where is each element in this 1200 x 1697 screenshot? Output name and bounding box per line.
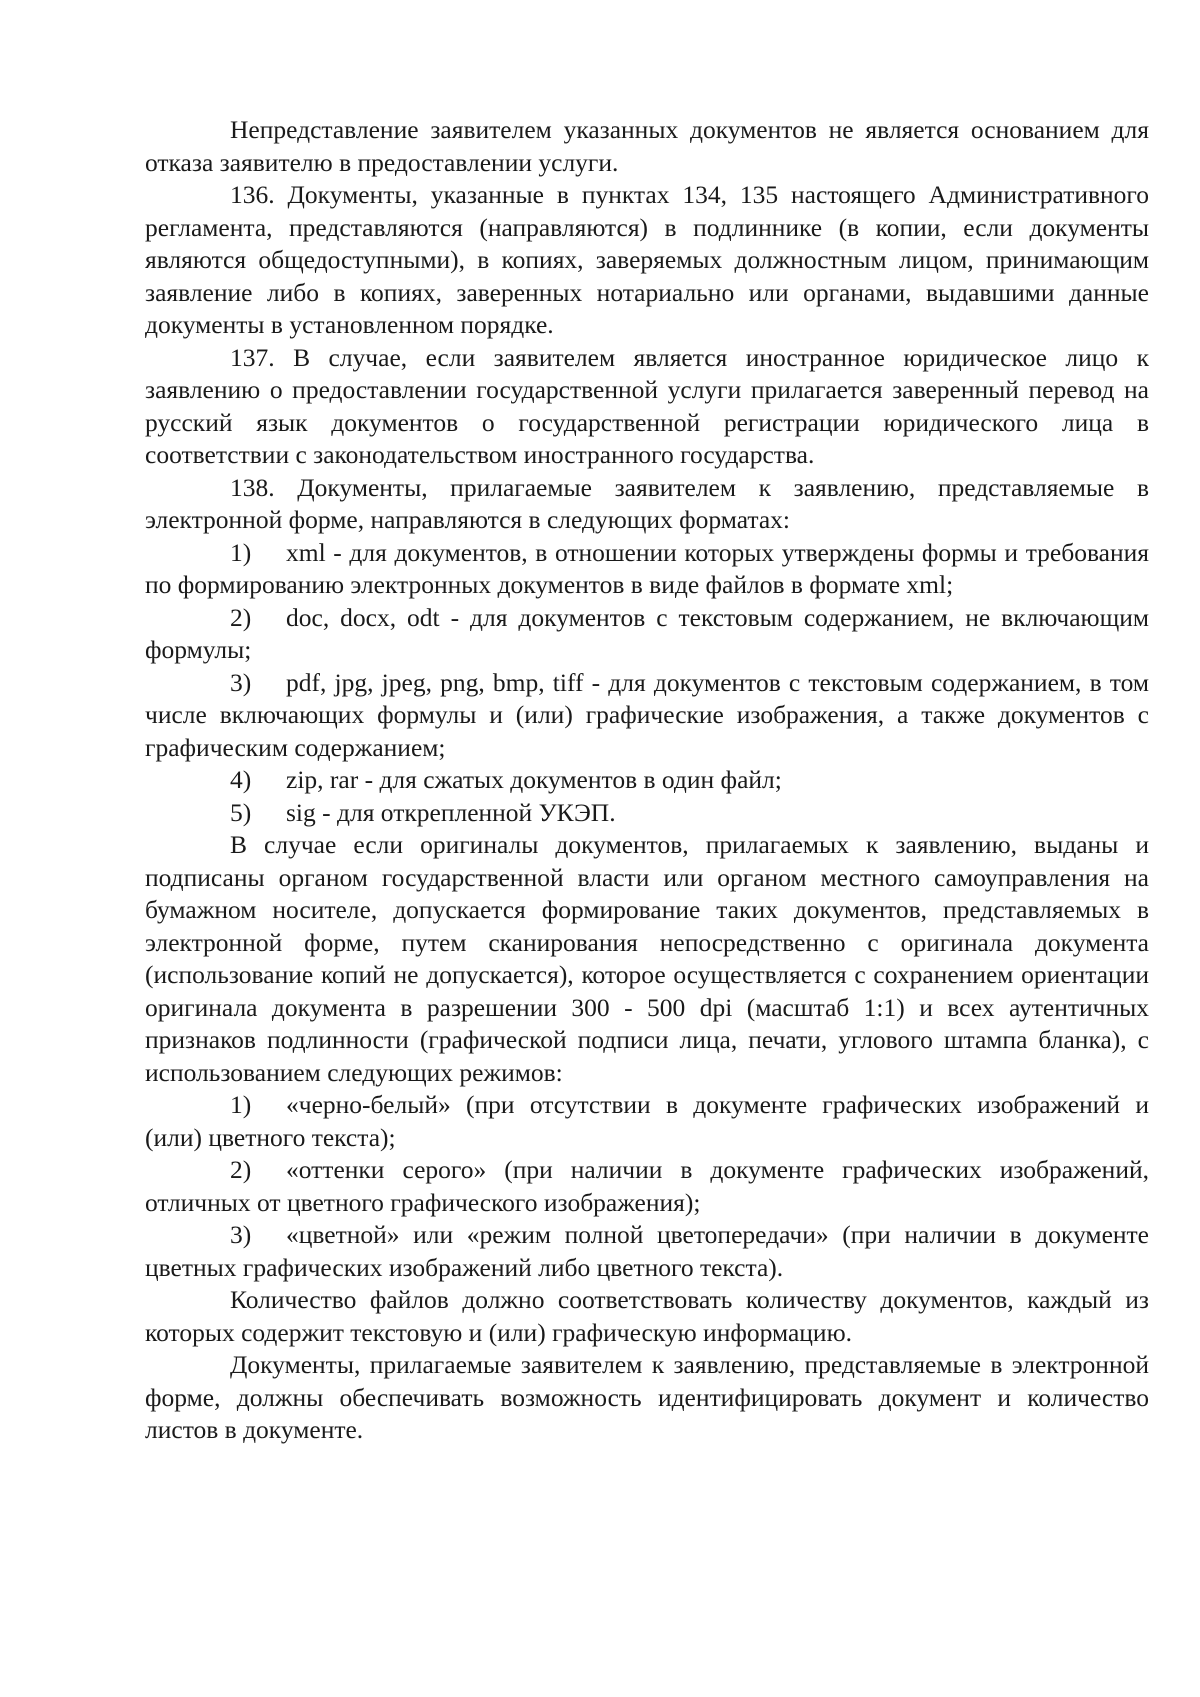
list-text: «оттенки серого» (при наличии в документе графических изображений, отличных от цветного графического изображения); [145, 1155, 1149, 1217]
paragraph-137: 137. В случае, если заявителем является иностранное юридическое лицо к заявлению о предоставлении государственной услуги прилагается заверенный перевод на русский язык документов о государственной регистрации юридического лица в соответствии с законодательством иностранного государства. [145, 342, 1149, 469]
list-text: xml - для документов, в отношении которых утверждены формы и требования по формированию электронных документов в виде файлов в формате xml; [145, 537, 1149, 599]
mode-item-3 [145, 1219, 1149, 1284]
list-text: «черно-белый» (при отсутствии в документе графических изображений и (или) цветного текста); [145, 1090, 1149, 1152]
paragraph-file-count: Количество файлов должно соответствовать количеству документов, каждый из которых содержит текстовую и (или) графическую информацию. [145, 1285, 1149, 1347]
paragraph-136: 136. Документы, указанные в пунктах 134, 135 настоящего Административного регламента, представляются (направляются) в подлиннике (в копии, если документы являются общедоступными), в копиях, заверяемых должностным лицом, принимающим заявление либо в копиях, заверенных нотариально или органами, выдавшими данные документы в установленном порядке. [145, 180, 1149, 339]
format-item-1 [145, 537, 1149, 602]
paragraph-scanning: В случае если оригиналы документов, прилагаемых к заявлению, выданы и подписаны органом государственной власти или органом местного самоуправления на бумажном носителе, допускается формирование таких документов, представляемых в электронной форме, путем сканирования непосредственно с оригинала документа (использование копий не допускается), которое осуществляется с сохранением ориентации оригинала документа в разрешении 300 - 500 dpi (масштаб 1:1) и всех аутентичных признаков подлинности (графической подписи лица, печати, углового штампа бланка), с использованием следующих режимов: [145, 830, 1149, 1087]
mode-item-2 [145, 1154, 1149, 1219]
mode-item-1 [145, 1089, 1149, 1154]
list-text: pdf, jpg, jpeg, png, bmp, tiff - для документов с текстовым содержанием, в том числе включающих формулы и (или) графические изображения, а также документов с графическим содержанием; [145, 667, 1149, 762]
paragraph-non-submission: Непредставление заявителем указанных документов не является основанием для отказа заявителю в предоставлении услуги. [145, 115, 1149, 177]
format-item-2 [145, 602, 1149, 667]
format-item-3 [145, 667, 1149, 765]
list-number: 4) [230, 765, 252, 794]
list-number: 5) [230, 797, 252, 827]
list-number: 3) [230, 1220, 252, 1249]
list-text: «цветной» или «режим полной цветопередачи» (при наличии в документе цветных графических изображений либо цветного текста). [145, 1220, 1149, 1282]
list-text: sig - для открепленной УКЭП. [286, 797, 616, 827]
list-number: 1) [230, 537, 252, 567]
list-number: 2) [230, 602, 252, 632]
format-item-5 [145, 797, 1149, 830]
list-number: 2) [230, 1155, 252, 1184]
list-text: doc, docx, odt - для документов с текстовым содержанием, не включающим формулы; [145, 602, 1149, 664]
paragraph-138: 138. Документы, прилагаемые заявителем к заявлению, представляемые в электронной форме, направляются в следующих форматах: [145, 472, 1149, 534]
paragraph-identification: Документы, прилагаемые заявителем к заявлению, представляемые в электронной форме, должны обеспечивать возможность идентифицировать документ и количество листов в документе. [145, 1350, 1149, 1444]
document-body [145, 114, 1149, 1447]
list-number: 1) [230, 1090, 252, 1119]
format-item-4 [145, 764, 1149, 797]
list-number: 3) [230, 667, 252, 697]
list-text: zip, rar - для сжатых документов в один файл; [286, 765, 782, 794]
